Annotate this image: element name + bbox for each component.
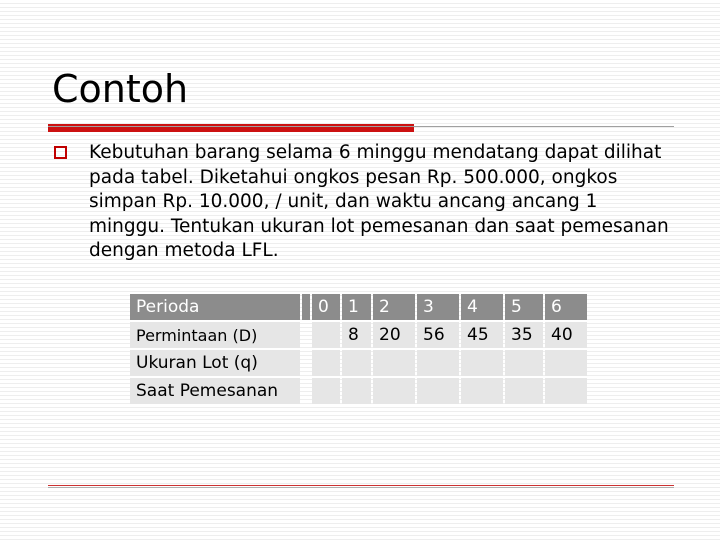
table-cell: [312, 350, 340, 376]
table-cell: 3: [417, 294, 459, 320]
table-cell: 35: [505, 322, 543, 348]
table-row-perioda: [130, 294, 587, 320]
table-cell: [545, 378, 587, 404]
table-cell: [342, 350, 371, 376]
column-gap: [302, 350, 310, 376]
table-cell: 45: [461, 322, 503, 348]
table-cell: 0: [312, 294, 340, 320]
table-cell: [505, 378, 543, 404]
table-cell: [545, 350, 587, 376]
slide-title: Contoh: [52, 67, 189, 111]
table-cell: 20: [373, 322, 415, 348]
table-cell: 2: [373, 294, 415, 320]
table-cell: 5: [505, 294, 543, 320]
column-gap: [302, 378, 310, 404]
table-cell: [342, 378, 371, 404]
table-cell: 1: [342, 294, 371, 320]
row-label: Ukuran Lot (q): [130, 350, 300, 376]
table-cell: [373, 350, 415, 376]
column-gap: [302, 294, 310, 320]
row-label: Saat Pemesanan: [130, 378, 300, 404]
footer-rule: [48, 487, 674, 488]
column-gap: [302, 322, 310, 348]
table-cell: [312, 322, 340, 348]
table-cell: [373, 378, 415, 404]
table-cell: [417, 350, 459, 376]
row-label: Perioda: [130, 294, 300, 320]
table-cell: [461, 378, 503, 404]
table-cell: 56: [417, 322, 459, 348]
table-row-ukuran-lot: [130, 350, 587, 376]
table-cell: 40: [545, 322, 587, 348]
bullet-square-icon: [54, 146, 67, 159]
table-cell: 6: [545, 294, 587, 320]
table-cell: 8: [342, 322, 371, 348]
lot-sizing-table: [128, 292, 589, 406]
title-underline: [48, 126, 674, 127]
table-cell: [312, 378, 340, 404]
table-cell: [417, 378, 459, 404]
table-row-permintaan: [130, 322, 587, 348]
table-cell: 4: [461, 294, 503, 320]
footer-rule-accent: [48, 485, 674, 486]
table-cell: [461, 350, 503, 376]
table-cell: [505, 350, 543, 376]
bullet-text: Kebutuhan barang selama 6 minggu mendatang dapat dilihat pada tabel. Diketahui ongkos pesan Rp. 500.000, ongkos simpan Rp. 10.000, / unit, dan waktu ancang ancang 1 minggu. Tentukan ukuran lot pemesanan dan saat pemesanan dengan metoda LFL.: [89, 142, 669, 261]
row-label: Permintaan (D): [130, 322, 300, 348]
table-row-saat-pemesanan: [130, 378, 587, 404]
